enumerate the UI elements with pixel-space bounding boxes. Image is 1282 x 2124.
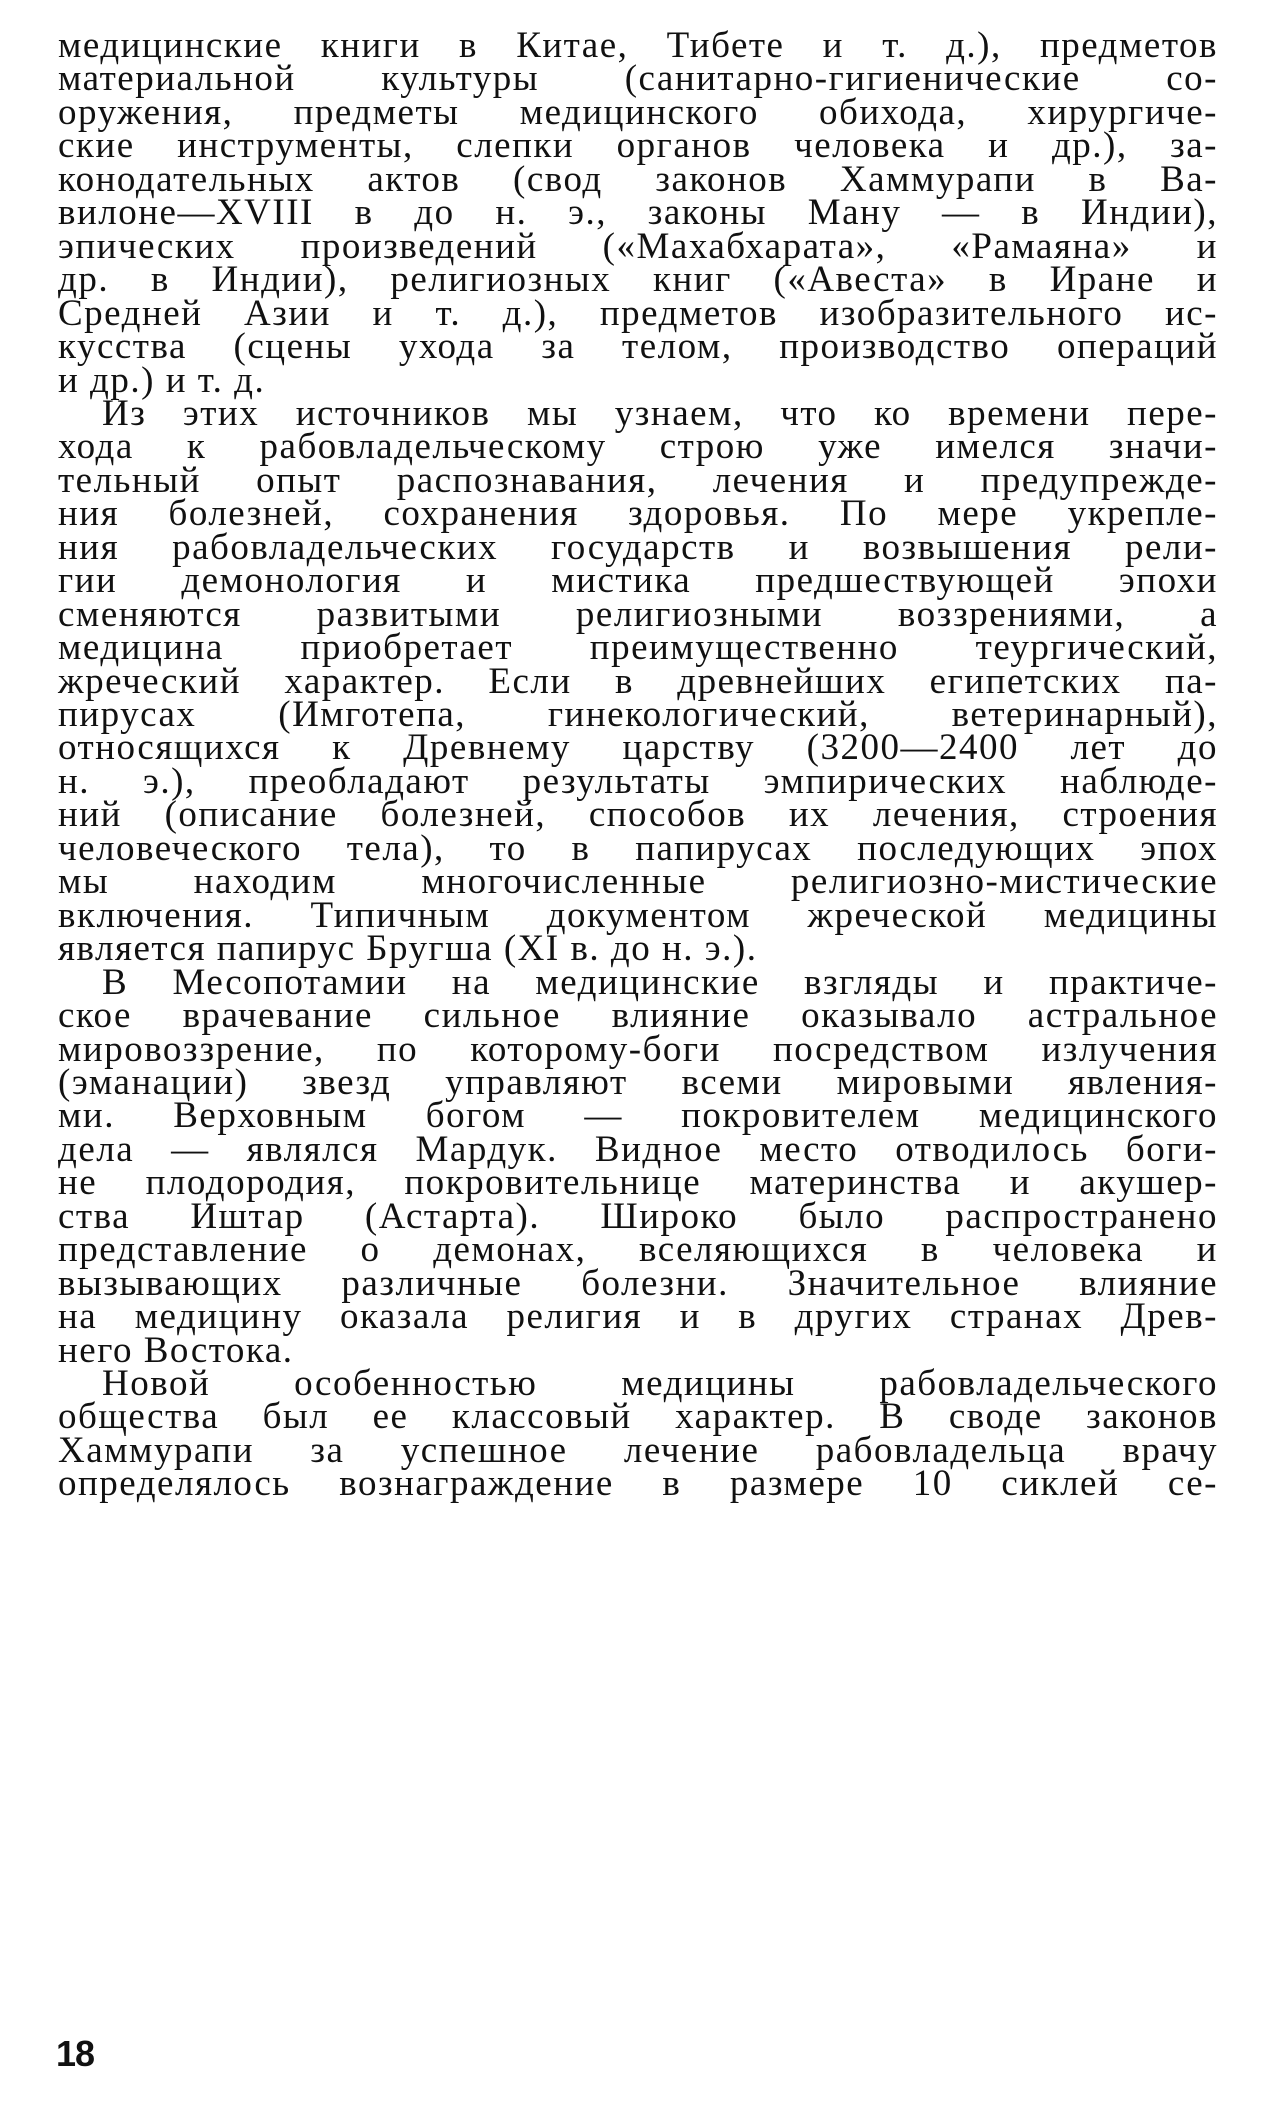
text-line: ния болезней, сохранения здоровья. По мере укрепле- xyxy=(58,493,1218,535)
text-line: вилоне—XVIII в до н. э., законы Ману — в Индии), xyxy=(58,192,1218,234)
text-line: пирусах (Имготепа, гинекологический, ветеринарный), xyxy=(58,694,1218,735)
text-line: медицина приобретает преимущественно теургический, xyxy=(58,627,1218,669)
text-line: н. э.), преобладают результаты эмпирических наблюде- xyxy=(58,760,1218,802)
text-line: гии демонология и мистика предшествующей эпохи xyxy=(58,560,1218,602)
text-line: и др.) и т. д. xyxy=(58,359,266,401)
text-line: тельный опыт распознавания, лечения и предупрежде- xyxy=(58,459,1218,501)
text-line: Хаммурапи за успешное лечение рабовладельца врачу xyxy=(58,1429,1218,1471)
text-line: (эманации) звезд управляют всеми мировыми явления- xyxy=(58,1061,1218,1103)
text-line: материальной культуры (санитарно-гигиенические со- xyxy=(58,58,1218,100)
text-line: мы находим многочисленные религиозно-мистические xyxy=(58,861,1218,903)
text-line: хода к рабовладельческому строю уже имелся значи- xyxy=(58,426,1218,468)
page-number: 18 xyxy=(56,2033,95,2074)
text-line: ний (описание болезней, способов их лечения, строения xyxy=(58,794,1218,836)
text-line: дела — являлся Мардук. Видное место отводилось боги- xyxy=(58,1128,1218,1170)
text-line: Из этих источников мы узнаем, что ко времени пере- xyxy=(102,392,1218,434)
text-line: ские инструменты, слепки органов человека и др.), за- xyxy=(58,125,1218,167)
text-line: др. в Индии), религиозных книг («Авеста» в Иране и xyxy=(58,259,1218,301)
text-line: кусства (сцены ухода за телом, производство операций xyxy=(58,326,1218,368)
text-line: эпических произведений («Махабхарата», «Рамаяна» и xyxy=(58,225,1218,267)
text-line: ми. Верховным богом — покровителем медицинского xyxy=(58,1095,1218,1137)
text-line: представление о демонах, вселяющихся в человека и xyxy=(58,1229,1218,1271)
text-line: оружения, предметы медицинского обихода, хирургиче- xyxy=(58,91,1218,133)
text-line: В Месопотамии на медицинские взгляды и практиче- xyxy=(102,961,1218,1003)
text-line: него Востока. xyxy=(58,1329,294,1371)
text-line: на медицину оказала религия и в других странах Древ- xyxy=(58,1296,1218,1338)
text-line: конодательных актов (свод законов Хаммурапи в Ва- xyxy=(58,158,1218,200)
text-line: Средней Азии и т. д.), предметов изобразительного ис- xyxy=(58,292,1218,334)
text-line: мировоззрение, по которому-боги посредством излучения xyxy=(58,1028,1218,1070)
text-line: определялось вознаграждение в размере 10 сиклей се- xyxy=(58,1463,1218,1505)
text-line: медицинские книги в Китае, Тибете и т. д.), предметов xyxy=(58,25,1218,66)
text-line: Новой особенностью медицины рабовладельческого xyxy=(102,1363,1218,1404)
text-line: сменяются развитыми религиозными воззрениями, а xyxy=(58,593,1218,635)
text-line: ния рабовладельческих государств и возвышения рели- xyxy=(58,526,1218,568)
text-line: является папирус Бругша (XI в. до н. э.). xyxy=(58,928,758,970)
text-line: ское врачевание сильное влияние оказывало астральное xyxy=(58,995,1218,1037)
text-line: общества был ее классовый характер. В своде законов xyxy=(58,1396,1218,1438)
text-line: жреческий характер. Если в древнейших египетских па- xyxy=(58,660,1218,702)
text-line: человеческого тела), то в папирусах последующих эпох xyxy=(58,827,1218,869)
text-line: не плодородия, покровительнице материнства и акушер- xyxy=(58,1162,1218,1204)
text-line: вызывающих различные болезни. Значительное влияние xyxy=(58,1262,1218,1304)
text-line: включения. Типичным документом жреческой медицины xyxy=(58,894,1218,936)
text-line: относящихся к Древнему царству (3200—2400 лет до xyxy=(58,727,1218,769)
text-line: ства Иштар (Астарта). Широко было распространено xyxy=(58,1195,1218,1237)
